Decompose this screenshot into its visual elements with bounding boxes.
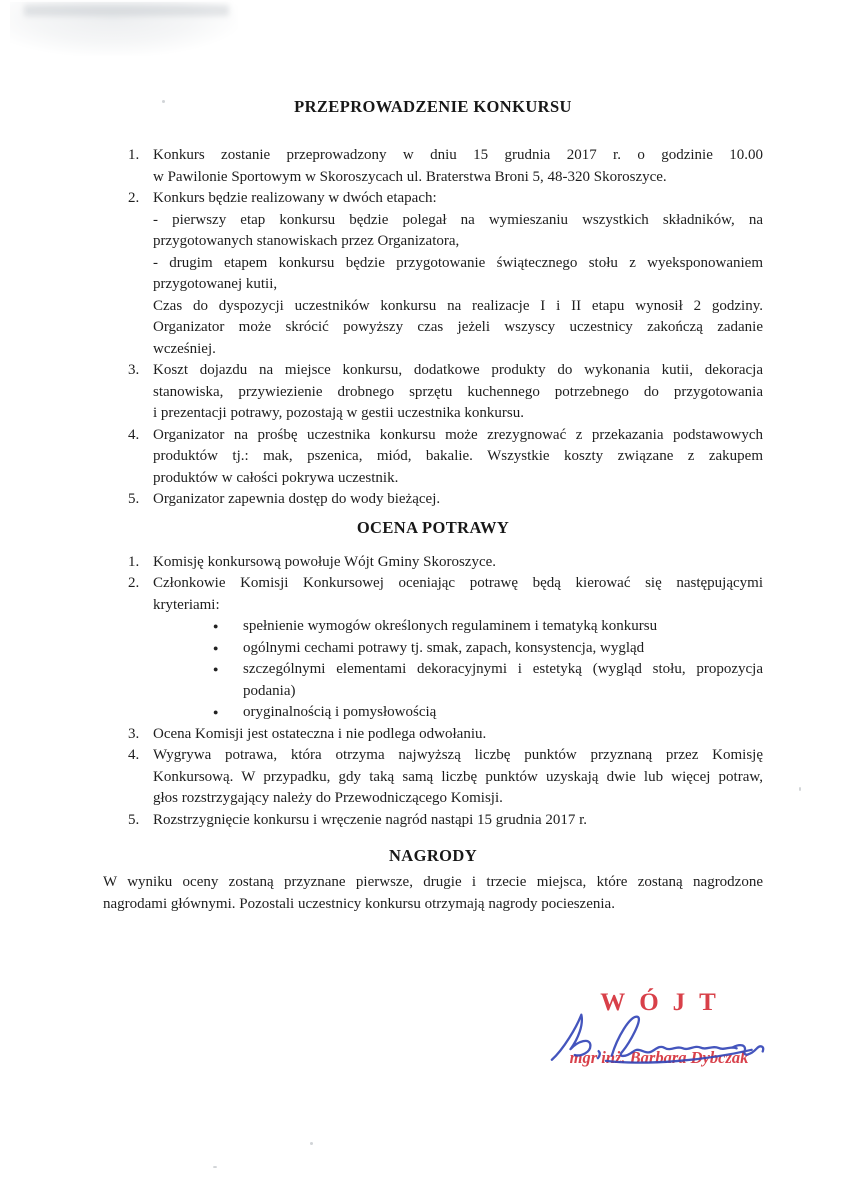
section-heading-ocena-potrawy: OCENA POTRAWY bbox=[356, 517, 510, 537]
item-number: 1. bbox=[128, 553, 140, 570]
text-line: szczególnymi elementami dekoracyjnymi i estetyką (wygląd stołu, propozycja bbox=[243, 661, 763, 677]
item-number: 5. bbox=[128, 491, 140, 507]
bullet-text bbox=[243, 659, 763, 702]
text-line: Komisję konkursową powołuje Wójt Gminy Skoroszyce. bbox=[153, 553, 497, 570]
konkurs-numbered-list bbox=[103, 145, 763, 511]
bullet-text bbox=[243, 702, 763, 724]
text-line: - drugim etapem konkursu będzie przygotowanie świątecznego stołu z wyeksponowaniem bbox=[153, 254, 763, 271]
item-number: 2. bbox=[128, 190, 140, 206]
text-line: Ocena Komisji jest ostateczna i nie podlega odwołaniu. bbox=[153, 725, 487, 742]
item-text bbox=[153, 745, 763, 810]
text-line: podania) bbox=[243, 682, 296, 699]
list-item bbox=[103, 360, 763, 425]
list-item bbox=[103, 552, 763, 574]
list-item bbox=[103, 145, 763, 188]
text-line: głos rozstrzygający należy do Przewodniczącego Komisji. bbox=[153, 790, 503, 806]
bullet-icon: ● bbox=[213, 664, 219, 674]
bullet-item bbox=[153, 638, 763, 660]
section-heading-przeprowadzenie-konkursu: PRZEPROWADZENIE KONKURSU bbox=[294, 97, 572, 116]
text-line: Organizator może skrócić powyższy czas jeżeli wszyscy uczestnicy zakończą zadanie bbox=[153, 319, 763, 335]
item-number: 3. bbox=[128, 725, 140, 742]
bullet-item bbox=[153, 702, 763, 724]
list-item bbox=[103, 188, 763, 360]
bullet-icon: ● bbox=[213, 707, 219, 717]
text-line: Wygrywa potrawa, która otrzyma najwyższą liczbę punktów przyznaną przez Komisję bbox=[153, 747, 763, 763]
item-text bbox=[153, 552, 763, 574]
item-number: 3. bbox=[128, 362, 140, 378]
item-text bbox=[153, 188, 763, 360]
list-item bbox=[103, 489, 763, 511]
signer-name: mgr inż. Barbara Dybczak bbox=[569, 1048, 749, 1067]
bullet-icon: ● bbox=[213, 621, 219, 631]
item-text bbox=[153, 573, 763, 724]
text-line: spełnienie wymogów określonych regulaminem i tematyką konkursu bbox=[243, 618, 658, 634]
scan-speck bbox=[799, 787, 801, 791]
bullet-icon: ● bbox=[213, 642, 219, 653]
handwritten-signature-ink bbox=[544, 998, 776, 1068]
text-line: Organizator zapewnia dostęp do wody bieżącej. bbox=[153, 491, 441, 507]
text-line: przygotowanych stanowiskach przez Organizatora, bbox=[153, 233, 460, 249]
text-line: Konkurs będzie realizowany w dwóch etapach: bbox=[153, 190, 437, 206]
item-number: 5. bbox=[128, 811, 140, 828]
mayor-stamp-title: WÓJT bbox=[600, 989, 730, 1016]
text-line: przygotowanej kutii, bbox=[153, 276, 278, 292]
text-line: Konkurs zostanie przeprowadzony w dniu 15 grudnia 2017 r. o godzinie 10.00 bbox=[153, 147, 763, 163]
item-number: 4. bbox=[128, 747, 140, 763]
text-line: - pierwszy etap konkursu będzie polegał na wymieszaniu wszystkich składników, na bbox=[153, 211, 763, 228]
bullet-text bbox=[243, 638, 763, 660]
item-text bbox=[153, 425, 763, 490]
document-content bbox=[103, 0, 763, 915]
text-line: W wyniku oceny zostaną przyznane pierwsze, drugie i trzecie miejsca, które zostaną nagrodzone bbox=[103, 874, 763, 890]
scan-speck bbox=[213, 1166, 217, 1168]
ocena-numbered-list bbox=[103, 552, 763, 832]
text-line: produktów tj.: mak, pszenica, miód, bakalie. Wszystkie koszty związane z zakupem bbox=[153, 448, 763, 464]
item-text bbox=[153, 360, 763, 425]
item-number: 1. bbox=[128, 147, 140, 163]
list-item bbox=[103, 745, 763, 810]
item-text bbox=[153, 810, 763, 832]
text-line: ogólnymi cechami potrawy tj. smak, zapach, konsystencja, wygląd bbox=[243, 639, 645, 656]
text-line: stanowiska, przywiezienie drobnego sprzętu kuchennego potrzebnego do przygotowania bbox=[153, 383, 763, 400]
text-line: Organizator na prośbę uczestnika konkursu może zrezygnować z przekazania podstawowych bbox=[153, 426, 763, 443]
text-line: Rozstrzygnięcie konkursu i wręczenie nagród nastąpi 15 grudnia 2017 r. bbox=[153, 811, 588, 828]
item-number: 2. bbox=[128, 575, 140, 591]
item-text bbox=[153, 489, 763, 511]
text-line: Konkursową. W przypadku, gdy taką samą liczbę punktów uzyskają dwie lub więcej potraw, bbox=[153, 768, 763, 785]
nagrody-paragraph bbox=[103, 872, 763, 915]
text-line: Członkowie Komisji Konkursowej oceniając potrawę będą kierować się następującymi bbox=[153, 575, 763, 591]
item-text bbox=[153, 724, 763, 746]
text-line: i prezentacji potrawy, pozostają w gestii uczestnika konkursu. bbox=[153, 405, 524, 421]
section-heading-nagrody: NAGRODY bbox=[388, 846, 478, 865]
bullet-item bbox=[153, 659, 763, 702]
list-item bbox=[103, 425, 763, 490]
scan-speck bbox=[310, 1142, 313, 1145]
bullet-item bbox=[153, 616, 763, 638]
item-text bbox=[153, 145, 763, 188]
text-line: Czas do dyspozycji uczestników konkursu na realizacje I i II etapu wynosił 2 godziny. bbox=[153, 297, 763, 314]
text-line: oryginalnością i pomysłowością bbox=[243, 704, 437, 720]
text-line: produktów w całości pokrywa uczestnik. bbox=[153, 469, 399, 486]
bullet-text bbox=[243, 616, 763, 638]
list-item bbox=[103, 724, 763, 746]
text-line: wcześniej. bbox=[153, 340, 216, 357]
text-line: kryteriami: bbox=[153, 596, 220, 613]
item-number: 4. bbox=[128, 426, 140, 443]
list-item bbox=[103, 810, 763, 832]
list-item bbox=[103, 573, 763, 724]
text-line: nagrodami głównymi. Pozostali uczestnicy konkursu otrzymają nagrody pocieszenia. bbox=[103, 895, 615, 912]
signature-block bbox=[553, 990, 765, 1068]
text-line: Koszt dojazdu na miejsce konkursu, dodatkowe produkty do wykonania kutii, dekoracja bbox=[153, 362, 763, 378]
text-line: w Pawilonie Sportowym w Skoroszycach ul. Braterstwa Broni 5, 48-320 Skoroszyce. bbox=[153, 168, 667, 185]
